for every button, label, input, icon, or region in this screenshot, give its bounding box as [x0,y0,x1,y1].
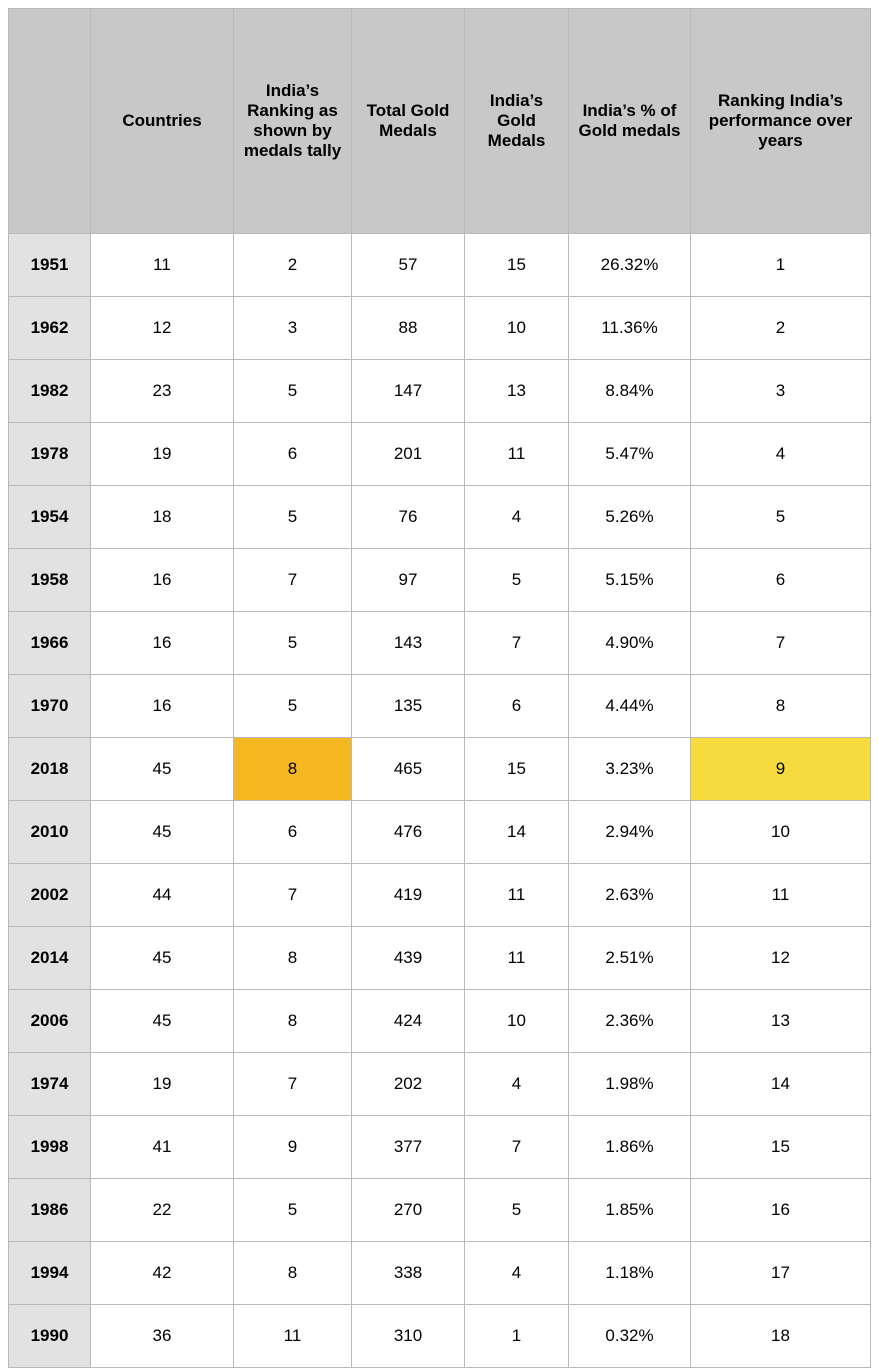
cell-countries[interactable]: 11 [91,234,234,297]
row-header-year[interactable]: 2014 [9,927,91,990]
cell-countries[interactable]: 42 [91,1242,234,1305]
cell-india-ranking[interactable]: 8 [234,927,352,990]
column-header-india-gold-medals: India’s Gold Medals [465,9,569,234]
cell-countries[interactable]: 12 [91,297,234,360]
row-header-year[interactable]: 1970 [9,675,91,738]
cell-total-gold[interactable]: 135 [352,675,465,738]
row-header-year[interactable]: 2010 [9,801,91,864]
cell-performance-rank[interactable]: 1 [691,234,871,297]
cell-total-gold[interactable]: 97 [352,549,465,612]
cell-total-gold[interactable]: 57 [352,234,465,297]
row-header-year[interactable]: 1994 [9,1242,91,1305]
table-row [9,1116,871,1179]
column-header-india-pct-gold: India’s % of Gold medals [569,9,691,234]
table-row [9,738,871,801]
cell-countries[interactable]: 44 [91,864,234,927]
cell-performance-rank[interactable]: 16 [691,1179,871,1242]
cell-performance-rank[interactable]: 8 [691,675,871,738]
cell-india-ranking[interactable]: 8 [234,990,352,1053]
cell-india-pct-gold[interactable]: 1.18% [569,1242,691,1305]
cell-countries[interactable]: 45 [91,738,234,801]
cell-countries[interactable]: 16 [91,675,234,738]
cell-india-gold[interactable]: 7 [465,1116,569,1179]
row-header-year[interactable]: 1982 [9,360,91,423]
cell-india-pct-gold[interactable]: 4.90% [569,612,691,675]
cell-india-ranking[interactable]: 5 [234,360,352,423]
cell-performance-rank[interactable]: 15 [691,1116,871,1179]
cell-countries[interactable]: 19 [91,1053,234,1116]
row-header-year[interactable]: 2018 [9,738,91,801]
cell-india-ranking[interactable]: 9 [234,1116,352,1179]
cell-india-gold[interactable]: 4 [465,1242,569,1305]
cell-india-pct-gold[interactable]: 2.63% [569,864,691,927]
row-header-year[interactable]: 1954 [9,486,91,549]
cell-performance-rank[interactable]: 18 [691,1305,871,1368]
cell-india-gold[interactable]: 5 [465,1179,569,1242]
column-header-performance-ranking: Ranking India’s performance over years [691,9,871,234]
cell-total-gold[interactable]: 201 [352,423,465,486]
table-row [9,1179,871,1242]
cell-total-gold[interactable]: 76 [352,486,465,549]
cell-india-pct-gold[interactable]: 5.15% [569,549,691,612]
cell-india-ranking[interactable]: 8 [234,1242,352,1305]
cell-india-ranking[interactable]: 8 [234,738,352,801]
cell-total-gold[interactable]: 147 [352,360,465,423]
cell-india-pct-gold[interactable]: 4.44% [569,675,691,738]
cell-total-gold[interactable]: 476 [352,801,465,864]
table-row [9,486,871,549]
cell-performance-rank[interactable]: 17 [691,1242,871,1305]
cell-total-gold[interactable]: 419 [352,864,465,927]
row-header-year[interactable]: 2002 [9,864,91,927]
table-row [9,549,871,612]
row-header-year[interactable]: 1962 [9,297,91,360]
cell-performance-rank[interactable]: 11 [691,864,871,927]
cell-india-ranking[interactable]: 7 [234,864,352,927]
cell-india-gold[interactable]: 15 [465,234,569,297]
cell-countries[interactable]: 18 [91,486,234,549]
row-header-year[interactable]: 1958 [9,549,91,612]
cell-india-ranking[interactable]: 2 [234,234,352,297]
cell-total-gold[interactable]: 338 [352,1242,465,1305]
table-row [9,1242,871,1305]
table-row [9,234,871,297]
cell-india-pct-gold[interactable]: 1.85% [569,1179,691,1242]
column-header-countries: Countries [91,9,234,234]
row-header-year[interactable]: 1966 [9,612,91,675]
cell-india-gold[interactable]: 15 [465,738,569,801]
cell-performance-rank[interactable]: 10 [691,801,871,864]
cell-india-ranking[interactable]: 3 [234,297,352,360]
cell-india-gold[interactable]: 4 [465,1053,569,1116]
cell-india-ranking[interactable]: 5 [234,612,352,675]
cell-india-ranking[interactable]: 6 [234,801,352,864]
cell-india-pct-gold[interactable]: 5.47% [569,423,691,486]
table-header-row [9,9,871,234]
cell-india-ranking[interactable]: 5 [234,1179,352,1242]
table-row [9,1305,871,1368]
table-header [9,9,871,234]
cell-total-gold[interactable]: 270 [352,1179,465,1242]
table-body [9,234,871,1368]
cell-india-ranking[interactable]: 5 [234,486,352,549]
row-header-year[interactable]: 1951 [9,234,91,297]
table-row [9,360,871,423]
cell-countries[interactable]: 45 [91,990,234,1053]
table-row [9,297,871,360]
cell-performance-rank[interactable]: 13 [691,990,871,1053]
cell-india-gold[interactable]: 14 [465,801,569,864]
cell-total-gold[interactable]: 439 [352,927,465,990]
cell-india-gold[interactable]: 4 [465,486,569,549]
cell-india-ranking[interactable]: 7 [234,1053,352,1116]
table-row [9,612,871,675]
cell-performance-rank[interactable]: 2 [691,297,871,360]
cell-total-gold[interactable]: 202 [352,1053,465,1116]
row-header-year[interactable]: 2006 [9,990,91,1053]
row-header-year[interactable]: 1986 [9,1179,91,1242]
cell-performance-rank[interactable]: 14 [691,1053,871,1116]
table-row [9,864,871,927]
cell-india-ranking[interactable]: 11 [234,1305,352,1368]
column-header-india-ranking: India’s Ranking as shown by medals tally [234,9,352,234]
row-header-year[interactable]: 1998 [9,1116,91,1179]
medals-table [8,8,871,1368]
cell-india-gold[interactable]: 11 [465,423,569,486]
cell-india-gold[interactable]: 6 [465,675,569,738]
cell-india-gold[interactable]: 1 [465,1305,569,1368]
cell-countries[interactable]: 45 [91,927,234,990]
column-header-year [9,9,91,234]
cell-performance-rank[interactable]: 6 [691,549,871,612]
cell-performance-rank[interactable]: 12 [691,927,871,990]
cell-countries[interactable]: 19 [91,423,234,486]
cell-india-ranking[interactable]: 7 [234,549,352,612]
cell-performance-rank[interactable]: 3 [691,360,871,423]
cell-india-ranking[interactable]: 5 [234,675,352,738]
cell-countries[interactable]: 36 [91,1305,234,1368]
cell-india-gold[interactable]: 10 [465,297,569,360]
cell-india-gold[interactable]: 10 [465,990,569,1053]
cell-performance-rank[interactable]: 5 [691,486,871,549]
cell-india-gold[interactable]: 11 [465,864,569,927]
cell-india-gold[interactable]: 7 [465,612,569,675]
cell-countries[interactable]: 16 [91,549,234,612]
row-header-year[interactable]: 1978 [9,423,91,486]
cell-india-pct-gold[interactable]: 26.32% [569,234,691,297]
cell-india-pct-gold[interactable]: 2.51% [569,927,691,990]
cell-total-gold[interactable]: 465 [352,738,465,801]
cell-india-pct-gold[interactable]: 5.26% [569,486,691,549]
table-row [9,423,871,486]
column-header-total-gold-medals: Total Gold Medals [352,9,465,234]
cell-india-pct-gold[interactable]: 2.36% [569,990,691,1053]
cell-total-gold[interactable]: 143 [352,612,465,675]
cell-india-pct-gold[interactable]: 11.36% [569,297,691,360]
cell-total-gold[interactable]: 377 [352,1116,465,1179]
cell-india-pct-gold[interactable]: 2.94% [569,801,691,864]
cell-countries[interactable]: 45 [91,801,234,864]
cell-india-pct-gold[interactable]: 8.84% [569,360,691,423]
cell-countries[interactable]: 16 [91,612,234,675]
cell-total-gold[interactable]: 310 [352,1305,465,1368]
row-header-year[interactable]: 1974 [9,1053,91,1116]
cell-india-pct-gold[interactable]: 1.86% [569,1116,691,1179]
table-row [9,990,871,1053]
table-row [9,1053,871,1116]
cell-performance-rank[interactable]: 7 [691,612,871,675]
cell-india-gold[interactable]: 5 [465,549,569,612]
cell-total-gold[interactable]: 424 [352,990,465,1053]
cell-india-pct-gold[interactable]: 1.98% [569,1053,691,1116]
table-row [9,927,871,990]
cell-india-ranking[interactable]: 6 [234,423,352,486]
cell-countries[interactable]: 41 [91,1116,234,1179]
table-row [9,801,871,864]
cell-countries[interactable]: 22 [91,1179,234,1242]
cell-countries[interactable]: 23 [91,360,234,423]
cell-performance-rank[interactable]: 9 [691,738,871,801]
cell-india-gold[interactable]: 13 [465,360,569,423]
cell-india-gold[interactable]: 11 [465,927,569,990]
cell-performance-rank[interactable]: 4 [691,423,871,486]
row-header-year[interactable]: 1990 [9,1305,91,1368]
table-row [9,675,871,738]
cell-india-pct-gold[interactable]: 0.32% [569,1305,691,1368]
cell-india-pct-gold[interactable]: 3.23% [569,738,691,801]
cell-total-gold[interactable]: 88 [352,297,465,360]
